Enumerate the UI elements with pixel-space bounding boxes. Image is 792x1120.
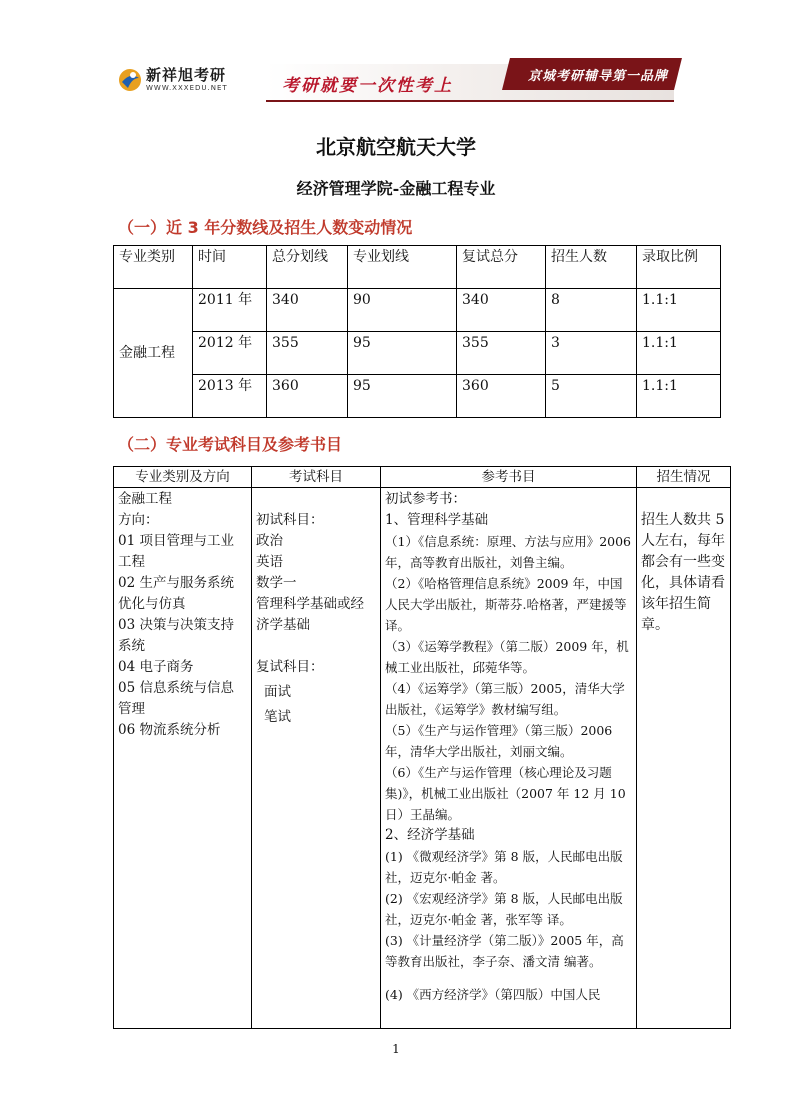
table-header-row — [114, 246, 721, 289]
enrollment-text: 招生人数共 5 人左右，每年都会有一些变化，具体请看该年招生简章。 — [641, 512, 725, 633]
section2-heading: （二）专业考试科目及参考书目 — [118, 435, 343, 454]
header-cell: 参考书目 — [381, 467, 637, 488]
enroll-cell: 3 — [546, 332, 637, 375]
direction-item: 04 电子商务 — [118, 659, 194, 675]
ratio-cell: 1.1:1 — [637, 289, 721, 332]
direction-label: 方向： — [118, 512, 159, 528]
table-row — [114, 332, 721, 375]
book-entry: （4）《运筹学》（第三版）2005，清华大学出版社，《运筹学》教材编写组。 — [385, 681, 625, 717]
retest-total-cell: 360 — [457, 375, 546, 418]
book-entry: （3）《运筹学教程》（第二版）2009 年，机械工业出版社，邱菀华等。 — [385, 639, 629, 675]
score-table — [113, 245, 721, 418]
header-cell: 考试科目 — [252, 467, 381, 488]
book-group-title: 2、经济学基础 — [385, 827, 475, 843]
header-banner — [118, 58, 674, 102]
total-line-cell: 360 — [267, 375, 348, 418]
retest-total-cell: 355 — [457, 332, 546, 375]
year-cell: 2011 年 — [193, 289, 267, 332]
book-entry: （6）《生产与运作管理（核心理论及习题集)》，机械工业出版社（2007 年 12 月 10 日）王晶编。 — [385, 765, 626, 822]
category-cell: 金融工程 — [114, 289, 193, 418]
header-cell: 时间 — [193, 246, 267, 289]
table-row — [114, 375, 721, 418]
page-number: 1 — [392, 1042, 400, 1056]
header-cell: 专业类别 — [114, 246, 193, 289]
retest-subject: 面试 — [264, 684, 291, 700]
prelim-subject: 英语 — [256, 554, 283, 570]
major-line-cell: 90 — [348, 289, 457, 332]
spacer — [256, 489, 376, 510]
direction-item: 01 项目管理与工业工程 — [118, 533, 234, 570]
year-cell: 2013 年 — [193, 375, 267, 418]
enroll-cell: 8 — [546, 289, 637, 332]
direction-item: 02 生产与服务系统优化与仿真 — [118, 575, 234, 612]
table-row — [114, 289, 721, 332]
book-entry: （1）《信息系统：原理、方法与应用》2006 年，高等教育出版社，刘鲁主编。 — [385, 534, 632, 570]
header-cell: 专业类别及方向 — [114, 467, 252, 488]
prelim-label: 初试科目： — [256, 512, 324, 528]
prelim-subject: 数学一 — [256, 575, 297, 591]
major-line-cell: 95 — [348, 332, 457, 375]
department-title: 经济管理学院-金融工程专业 — [296, 179, 496, 198]
header-cell: 总分划线 — [267, 246, 348, 289]
spacer — [641, 489, 726, 510]
university-title: 北京航空航天大学 — [316, 135, 476, 159]
book-entry: （2）《哈格管理信息系统》2009 年，中国人民大学出版社，斯蒂芬.哈格著，严建援等译。 — [385, 576, 627, 633]
books-intro: 初试参考书： — [385, 491, 466, 507]
direction-item: 05 信息系统与信息管理 — [118, 680, 234, 717]
major-name: 金融工程 — [118, 491, 172, 507]
book-entry: （5）《生产与运作管理》（第三版）2006 年，清华大学出版社，刘丽文编。 — [385, 723, 613, 759]
total-line-cell: 355 — [267, 332, 348, 375]
book-group-title: 1、管理科学基础 — [385, 512, 489, 528]
section1-heading: （一）近 3 年分数线及招生人数变动情况 — [118, 218, 413, 237]
major-line-cell: 95 — [348, 375, 457, 418]
direction-item: 06 物流系统分析 — [118, 722, 221, 738]
spacer — [256, 636, 376, 657]
logo — [118, 62, 268, 100]
retest-total-cell: 340 — [457, 289, 546, 332]
subjects-cell — [252, 488, 381, 1029]
logo-url: WWW.XXXEDU.NET — [146, 84, 228, 92]
logo-name: 新祥旭考研 — [146, 66, 227, 84]
exam-table — [113, 466, 731, 1029]
enrollment-cell — [637, 488, 731, 1029]
table-row — [114, 488, 731, 1029]
book-entry: (1) 《微观经济学》第 8 版，人民邮电出版社，迈克尔·帕金 著。 — [385, 849, 623, 885]
header-cell: 招生情况 — [637, 467, 731, 488]
direction-cell — [114, 488, 252, 1029]
logo-icon — [118, 66, 142, 94]
header-cell: 录取比例 — [637, 246, 721, 289]
prelim-subject: 政治 — [256, 533, 283, 549]
prelim-subject: 管理科学基础或经济学基础 — [256, 596, 364, 633]
table-header-row — [114, 467, 731, 488]
header-cell: 招生人数 — [546, 246, 637, 289]
banner-divider — [266, 100, 674, 102]
direction-item: 03 决策与决策支持系统 — [118, 617, 234, 654]
header-cell: 复试总分 — [457, 246, 546, 289]
retest-subject: 笔试 — [264, 709, 291, 725]
book-entry: (4) 《西方经济学》（第四版）中国人民 — [385, 987, 601, 1002]
books-cell — [381, 488, 637, 1029]
book-entry: (2) 《宏观经济学》第 8 版，人民邮电出版社，迈克尔·帕金 著，张军等 译。 — [385, 891, 623, 927]
brand-text: 京城考研辅导第一品牌 — [527, 69, 668, 84]
ratio-cell: 1.1:1 — [637, 375, 721, 418]
total-line-cell: 340 — [267, 289, 348, 332]
slogan: 考研就要一次性考上 — [282, 76, 453, 96]
ratio-cell: 1.1:1 — [637, 332, 721, 375]
year-cell: 2012 年 — [193, 332, 267, 375]
enroll-cell: 5 — [546, 375, 637, 418]
header-cell: 专业划线 — [348, 246, 457, 289]
book-entry: (3) 《计量经济学（第二版）》2005 年，高等教育出版社，李子奈、潘文清 编著。 — [385, 933, 624, 969]
retest-label: 复试科目： — [256, 659, 324, 675]
